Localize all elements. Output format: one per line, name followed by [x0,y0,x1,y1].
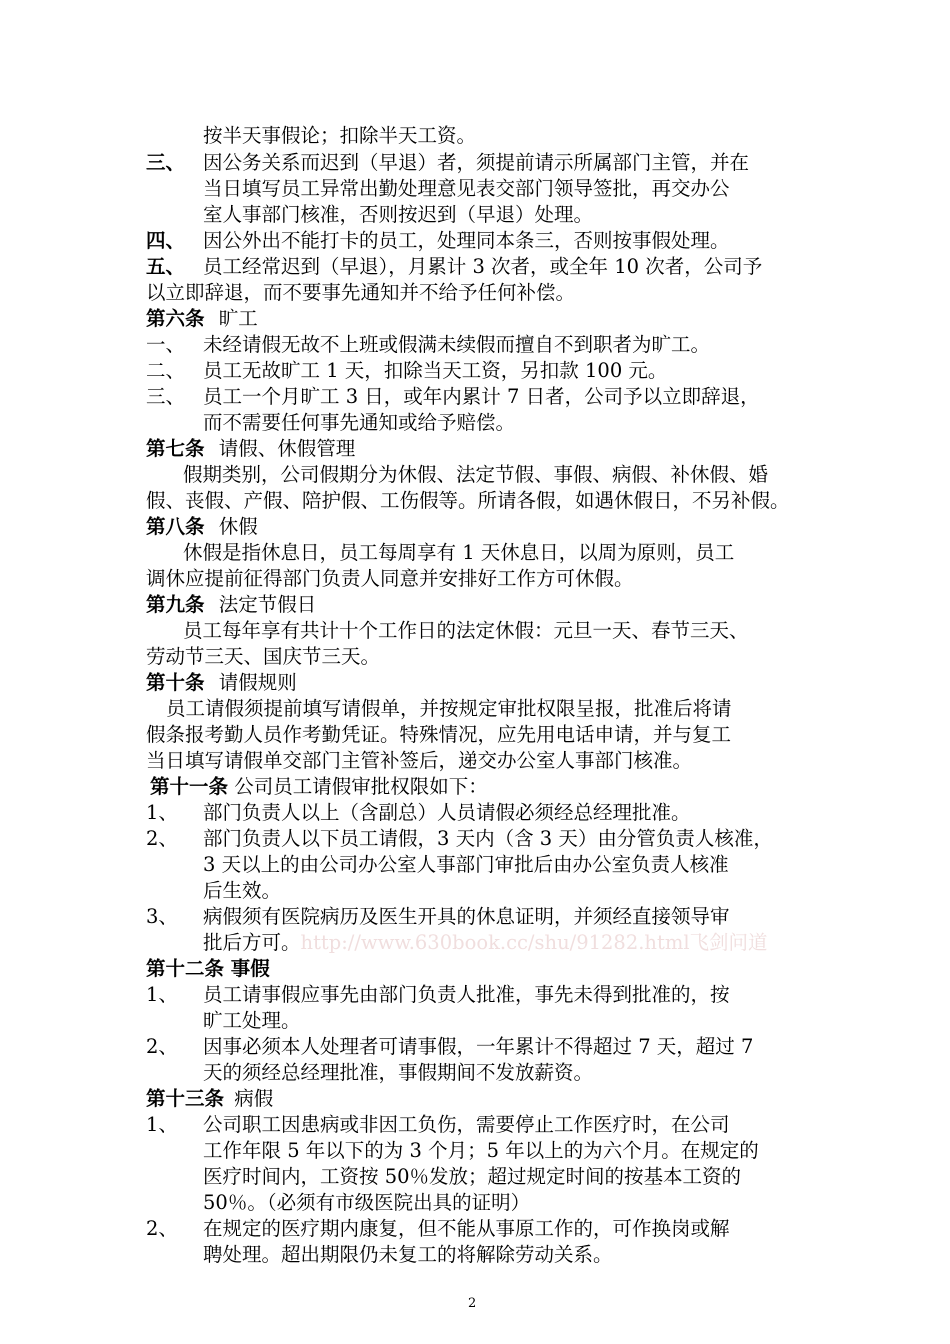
text-fragment: 批后方可。 [203,931,301,954]
section-title: 请假规则 [218,671,297,694]
section-number: 第九条 [146,593,205,616]
text-line: 在规定的医疗期内康复，但不能从事原工作的，可作换岗或解 [203,1217,730,1240]
text-line: 员工一个月旷工 3 日，或年内累计 7 日者，公司予以立即辞退， [203,385,760,408]
section-heading [146,592,316,618]
text-line: 假期类别，公司假期分为休假、法定节假、事假、病假、补休假、婚 [183,463,769,486]
section-title: 请假、休假管理 [218,437,356,460]
section-title: 旷工 [218,307,258,330]
text-line: 50％。（必须有市级医院出具的证明） [203,1191,531,1214]
clause-marker: 一、 [146,333,186,356]
section-title: 休假 [218,515,258,538]
text-line: 因事必须本人处理者可请事假，一年累计不得超过 7 天，超过 7 [203,1035,754,1058]
text-line: 天的须经总经理批准，事假期间不发放薪资。 [203,1061,594,1084]
clause-marker: 四、 [146,229,186,252]
clause-marker: 二、 [146,359,186,382]
section-heading [146,1086,273,1112]
text-line: 员工每年享有共计十个工作日的法定休假：元旦一天、春节三天、 [183,619,749,642]
watermark-text: http://www.630book.cc/shu/91282.html飞剑问道 [300,931,768,954]
section-title: 病假 [234,1087,274,1110]
section-heading: 第十二条 事假 [146,957,270,980]
section-heading [146,436,355,462]
section-number: 第十条 [146,671,205,694]
text-line: 3 天以上的由公司办公室人事部门审批后由办公室负责人核准 [203,853,729,876]
text-line [203,930,768,956]
text-line: 后生效。 [203,879,282,902]
clause-marker: 1、 [146,1113,178,1136]
text-line: 员工请假须提前填写请假单，并按规定审批权限呈报，批准后将请 [166,697,732,720]
clause-marker: 2、 [146,1217,178,1240]
clause-marker: 2、 [146,1035,178,1058]
clause-marker: 五、 [146,255,186,278]
text-line: 未经请假无故不上班或假满未续假而擅自不到职者为旷工。 [203,333,711,356]
text-line: 员工经常迟到（早退），月累计 3 次者，或全年 10 次者，公司予 [203,255,763,278]
text-line: 而不需要任何事先通知或给予赔偿。 [203,411,516,434]
section-number: 第七条 [146,437,205,460]
text-line: 以立即辞退，而不要事先通知并不给予任何补偿。 [146,281,576,304]
text-line: 因公外出不能打卡的员工，处理同本条三，否则按事假处理。 [203,229,730,252]
text-line: 按半天事假论；扣除半天工资。 [203,124,477,147]
text-line: 员工无故旷工 1 天，扣除当天工资，另扣款 100 元。 [203,359,668,382]
text-line: 旷工处理。 [203,1009,301,1032]
text-line: 调休应提前征得部门负责人同意并安排好工作方可休假。 [146,567,634,590]
text-line: 医疗时间内，工资按 50％发放；超过规定时间的按基本工资的 [203,1165,742,1188]
text-line: 休假是指休息日，员工每周享有 1 天休息日，以周为原则，员工 [183,541,735,564]
section-number: 第十三条 [146,1087,225,1110]
section-title: 公司员工请假审批权限如下： [234,775,488,798]
clause-marker: 1、 [146,983,178,1006]
text-line: 聘处理。超出期限仍未复工的将解除劳动关系。 [203,1243,613,1266]
section-heading [150,774,488,800]
section-number: 第八条 [146,515,205,538]
clause-marker: 2、 [146,827,178,850]
text-line: 员工请事假应事先由部门负责人批准，事先未得到批准的，按 [203,983,730,1006]
text-line: 劳动节三天、国庆节三天。 [146,645,381,668]
text-line: 当日填写员工异常出勤处理意见表交部门领导签批，再交办公 [203,177,730,200]
text-line: 当日填写请假单交部门主管补签后，递交办公室人事部门核准。 [146,749,693,772]
section-heading [146,670,297,696]
section-number: 第十一条 [150,775,229,798]
text-line: 病假须有医院病历及医生开具的休息证明，并须经直接领导审 [203,905,730,928]
text-line: 公司职工因患病或非因工负伤，需要停止工作医疗时，在公司 [203,1113,730,1136]
text-line: 部门负责人以上（含副总）人员请假必须经总经理批准。 [203,801,691,824]
text-line: 工作年限 5 年以下的为 3 个月；5 年以上的为六个月。在规定的 [203,1139,759,1162]
text-line: 因公务关系而迟到（早退）者，须提前请示所属部门主管，并在 [203,151,750,174]
section-heading [146,306,258,332]
section-title: 法定节假日 [218,593,317,616]
text-line: 假、丧假、产假、陪护假、工伤假等。所请各假，如遇休假日，不另补假。 [146,489,790,512]
clause-marker: 三、 [146,385,186,408]
clause-marker: 1、 [146,801,178,824]
page-number: 2 [468,1296,477,1311]
text-line: 部门负责人以下员工请假，3 天内（含 3 天）由分管负责人核准， [203,827,773,850]
section-heading [146,514,258,540]
text-line: 室人事部门核准，否则按迟到（早退）处理。 [203,203,594,226]
text-line: 假条报考勤人员作考勤凭证。特殊情况，应先用电话申请，并与复工 [146,723,732,746]
clause-marker: 三、 [146,151,186,174]
clause-marker: 3、 [146,905,178,928]
section-number: 第六条 [146,307,205,330]
